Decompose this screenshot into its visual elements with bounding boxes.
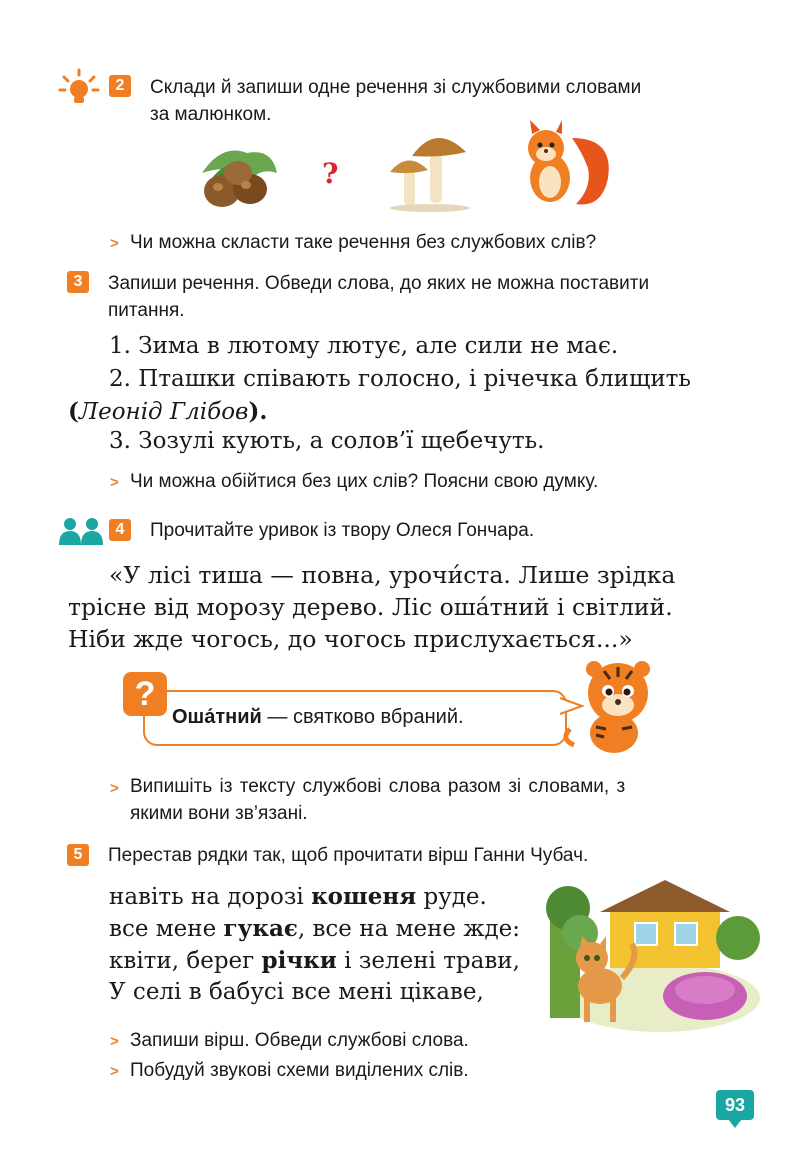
task-4-followup-line1: Випишіть із тексту службові слова разом зі словами, з (130, 776, 626, 797)
task-4-number: 4 (109, 519, 131, 541)
poem-line-3: квіти, берег річки і зелені трави, (109, 947, 520, 974)
task-5-number: 5 (67, 844, 89, 866)
bullet-chevron: > (110, 235, 119, 252)
squirrel-image (502, 118, 614, 214)
sentence-3: 3. Зозулі кують, а солов’ї щебечуть. (109, 428, 545, 454)
village-kitten-image (540, 878, 762, 1046)
mushrooms-image (382, 128, 472, 212)
task-3-followup: Чи можна обійтися без цих слів? Поясни свою думку. (130, 471, 599, 492)
bullet-chevron: > (110, 1033, 119, 1050)
quote-line1: «У лісі тиша — повна, урочи́ста. Лише зрідка (109, 561, 676, 589)
pair-work-icon (58, 517, 104, 545)
sentence-1: 1. Зима в лютому лютує, але сили не має. (109, 333, 619, 359)
sentence-2: 2. Пташки співають голосно, і річечка блищить (109, 366, 691, 392)
bullet-chevron: > (110, 474, 119, 491)
task-2-number: 2 (109, 75, 131, 97)
definition-text: Оша́тний — святково вбраний. (172, 706, 464, 728)
bullet-chevron: > (110, 1063, 119, 1080)
task-5-followup-1: Запиши вірш. Обведи службові слова. (130, 1030, 469, 1051)
question-icon: ? (123, 672, 167, 716)
task-3-text-line2: питання. (108, 300, 185, 321)
task-3-number: 3 (67, 271, 89, 293)
poem-line-2: все мене гукає, все на мене жде: (109, 915, 521, 942)
poem-line-4: У селі в бабусі все мені цікаве, (109, 979, 484, 1005)
task-5-followup-2: Побудуй звукові схеми виділених слів. (130, 1060, 469, 1081)
hazelnuts-image (192, 133, 284, 213)
task-2-followup: Чи можна скласти таке речення без службових слів? (130, 232, 597, 253)
quote-line2: трісне від морозу дерево. Ліс оша́тний і світлий. (68, 593, 673, 621)
quote-line3: Ніби жде чогось, до чогось прислухається...» (68, 625, 633, 653)
task-4-followup-line2: якими вони зв’язані. (130, 803, 308, 824)
question-mark: ? (322, 157, 339, 190)
page-number: 93 (716, 1090, 754, 1120)
lightbulb-icon (58, 68, 100, 108)
bullet-chevron: > (110, 780, 119, 797)
task-5-text: Перестав рядки так, щоб прочитати вірш Ганни Чубач. (108, 845, 589, 866)
task-2-text-line2: за малюнком. (150, 104, 272, 125)
task-3-text-line1: Запиши речення. Обведи слова, до яких не можна поставити (108, 273, 650, 294)
tiger-cub-image (556, 655, 666, 755)
sentence-2-author: (Леонід Глібов). (68, 398, 268, 425)
task-2-text-line1: Склади й запиши одне речення зі службовими словами (150, 77, 642, 98)
page-number-tail (728, 1119, 742, 1129)
task-4-text: Прочитайте уривок із твору Олеся Гончара. (150, 520, 535, 541)
poem-line-1: навіть на дорозі кошеня руде. (109, 883, 487, 910)
